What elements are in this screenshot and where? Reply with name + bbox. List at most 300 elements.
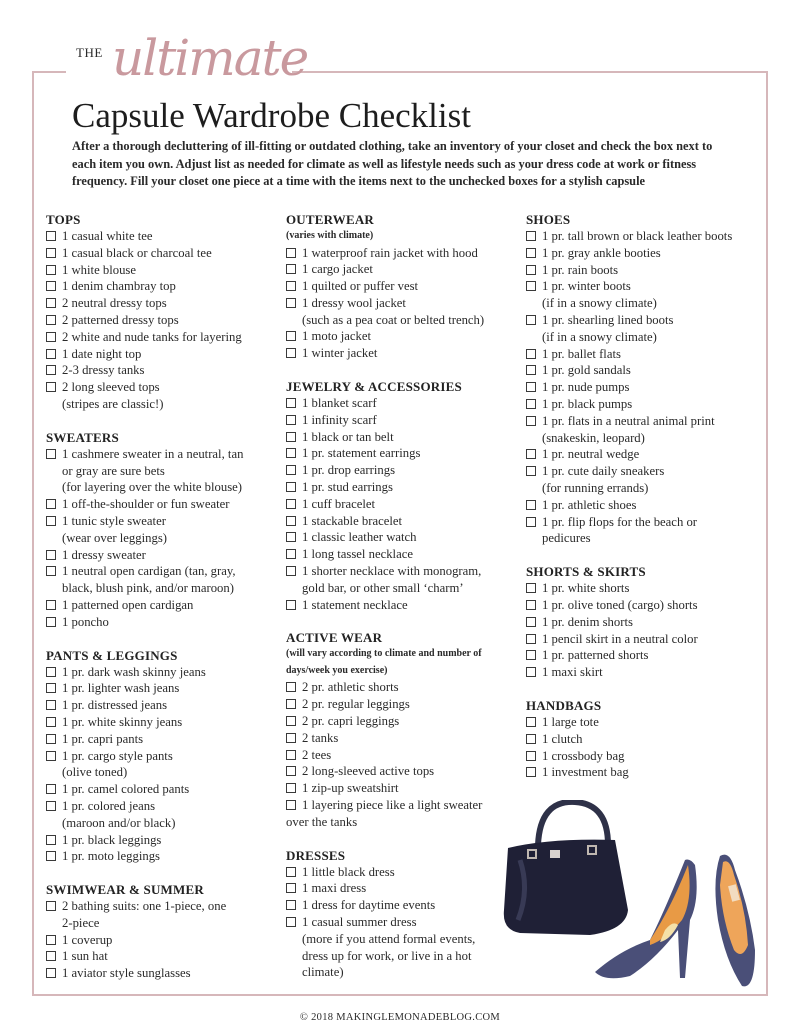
item-label: 1 infinity scarf <box>302 412 377 427</box>
checkbox[interactable] <box>286 432 296 442</box>
item-label: 2 neutral dressy tops <box>62 296 167 311</box>
item-label: 1 denim chambray top <box>62 279 176 294</box>
checklist-item <box>286 597 521 614</box>
checklist-item <box>526 396 761 413</box>
item-note: 2-piece <box>62 915 100 930</box>
item-label: 1 pr. rain boots <box>542 262 619 277</box>
checklist-item <box>526 664 761 681</box>
item-label: 1 patterned open cardigan <box>62 597 194 612</box>
item-label: 1 black or tan belt <box>302 429 394 444</box>
item-label: 1 blanket scarf <box>302 396 377 411</box>
checklist-item <box>526 731 761 748</box>
checkbox[interactable] <box>526 583 536 593</box>
checklist-item <box>286 278 521 295</box>
section-title: JEWELRY & ACCESSORIES <box>286 379 462 395</box>
item-label: 1 layering piece like a light sweater <box>302 798 483 813</box>
checklist-item <box>286 797 521 831</box>
checklist-item <box>526 580 761 597</box>
checkbox[interactable] <box>46 683 56 693</box>
item-label: 1 pr. stud earrings <box>302 480 393 495</box>
section-title: OUTERWEAR <box>286 212 375 227</box>
checkbox[interactable] <box>286 783 296 793</box>
section-title: TOPS <box>46 212 81 227</box>
checkbox[interactable] <box>46 801 56 811</box>
checklist-item <box>526 748 761 765</box>
checklist-item <box>526 597 761 614</box>
checklist-item <box>286 496 521 513</box>
column-3 <box>526 211 761 797</box>
checkbox[interactable] <box>526 466 536 476</box>
item-label: 2 white and nude tanks for layering <box>62 329 242 344</box>
item-label: 1 pr. gold sandals <box>542 363 631 378</box>
checkbox[interactable] <box>286 917 296 927</box>
checklist-item <box>46 848 281 865</box>
item-label: 1 pencil skirt in a neutral color <box>542 631 698 646</box>
item-note: climate) <box>302 965 344 980</box>
checklist-item <box>286 295 521 329</box>
checkbox[interactable] <box>526 634 536 644</box>
section-tops <box>46 211 281 413</box>
item-label: 1 pr. drop earrings <box>302 463 396 478</box>
checklist-item <box>286 328 521 345</box>
checkbox[interactable] <box>46 751 56 761</box>
section-title: DRESSES <box>286 847 346 863</box>
checklist-item <box>526 446 761 463</box>
item-label: 1 stackable bracelet <box>302 513 403 528</box>
checkbox[interactable] <box>46 365 56 375</box>
checkbox[interactable] <box>46 298 56 308</box>
item-label: 1 statement necklace <box>302 597 408 612</box>
checkbox[interactable] <box>286 699 296 709</box>
checklist-item <box>526 346 761 363</box>
section-pants-leggings <box>46 647 281 866</box>
item-label: 1 pr. statement earrings <box>302 446 421 461</box>
checklist-item <box>46 597 281 614</box>
checklist-item <box>526 278 761 312</box>
checkbox[interactable] <box>526 617 536 627</box>
item-label: 1 pr. moto leggings <box>62 849 160 864</box>
item-label: 1 moto jacket <box>302 329 372 344</box>
item-note: pedicures <box>542 531 591 546</box>
checklist-item <box>46 932 281 949</box>
item-note: over the tanks <box>286 814 358 829</box>
item-note: dress up for work, or live in a hot <box>302 948 472 963</box>
item-label: 1 pr. nude pumps <box>542 380 630 395</box>
checklist-item <box>46 278 281 295</box>
checkbox[interactable] <box>46 734 56 744</box>
checkbox[interactable] <box>526 667 536 677</box>
item-label: 2-3 dressy tanks <box>62 363 145 378</box>
item-note: (if in a snowy climate) <box>542 296 657 311</box>
checklist-item <box>46 295 281 312</box>
column-1 <box>46 211 281 998</box>
checkbox[interactable] <box>286 482 296 492</box>
checklist-item <box>46 547 281 564</box>
item-label: 1 pr. dark wash skinny jeans <box>62 664 206 679</box>
checklist-item <box>46 228 281 245</box>
checklist-item <box>286 462 521 479</box>
checkbox[interactable] <box>46 951 56 961</box>
checkbox[interactable] <box>526 349 536 359</box>
item-label: 1 pr. ballet flats <box>542 346 621 361</box>
item-label: 2 pr. capri leggings <box>302 714 400 729</box>
checkbox[interactable] <box>526 767 536 777</box>
section-sweaters <box>46 429 281 631</box>
section-jewelry-accessories <box>286 378 521 613</box>
checklist-item <box>286 880 521 897</box>
checklist-item <box>46 898 281 932</box>
checklist-item <box>46 496 281 513</box>
checkbox[interactable] <box>46 835 56 845</box>
checklist-item <box>286 897 521 914</box>
item-label: 2 patterned dressy tops <box>62 312 179 327</box>
checkbox[interactable] <box>46 717 56 727</box>
item-label: 1 pr. gray ankle booties <box>542 245 661 260</box>
checkbox[interactable] <box>526 500 536 510</box>
checkbox[interactable] <box>286 750 296 760</box>
checkbox[interactable] <box>526 265 536 275</box>
checklist-item <box>526 764 761 781</box>
section-dresses <box>286 847 521 982</box>
handbag-and-heels-icon <box>490 800 790 995</box>
item-label: 1 crossbody bag <box>542 748 625 763</box>
high-heel-icon <box>715 855 755 987</box>
checkbox[interactable] <box>286 532 296 542</box>
checkbox[interactable] <box>286 448 296 458</box>
checklist-item <box>286 412 521 429</box>
checkbox[interactable] <box>286 465 296 475</box>
item-label: 1 waterproof rain jacket with hood <box>302 245 478 260</box>
checklist-item <box>286 479 521 496</box>
checkbox[interactable] <box>46 667 56 677</box>
checkbox[interactable] <box>46 231 56 241</box>
checklist-item <box>526 362 761 379</box>
item-label: 1 pr. athletic shoes <box>542 497 637 512</box>
checklist-item <box>46 714 281 731</box>
checklist-item <box>46 262 281 279</box>
checklist-item <box>286 747 521 764</box>
section-title: PANTS & LEGGINGS <box>46 647 178 663</box>
checkbox[interactable] <box>526 315 536 325</box>
item-label: 1 sun hat <box>62 949 108 964</box>
item-label: 1 pr. capri pants <box>62 731 144 746</box>
item-note: (for running errands) <box>542 480 649 495</box>
checklist-item <box>286 780 521 797</box>
item-label: 2 pr. athletic shorts <box>302 680 399 695</box>
checkbox[interactable] <box>46 566 56 576</box>
item-note: (olive toned) <box>62 765 128 780</box>
checkbox[interactable] <box>286 800 296 810</box>
checkbox[interactable] <box>46 349 56 359</box>
checkbox[interactable] <box>286 766 296 776</box>
checklist-item <box>286 730 521 747</box>
checkbox[interactable] <box>286 900 296 910</box>
item-label: 1 cashmere sweater in a neutral, tan <box>62 446 244 461</box>
item-label: 1 dress for daytime events <box>302 898 436 913</box>
column-2 <box>286 211 521 997</box>
item-label: 1 pr. colored jeans <box>62 798 156 813</box>
checkbox[interactable] <box>46 516 56 526</box>
checklist-item <box>46 563 281 597</box>
item-label: 1 pr. tall brown or black leather boots <box>542 229 733 243</box>
checkbox[interactable] <box>526 751 536 761</box>
item-note: black, blush pink, and/or maroon) <box>62 581 234 596</box>
checklist-item <box>286 345 521 362</box>
checkbox[interactable] <box>286 415 296 425</box>
checkbox[interactable] <box>526 248 536 258</box>
checklist-item <box>46 664 281 681</box>
checkbox[interactable] <box>526 382 536 392</box>
checkbox[interactable] <box>46 550 56 560</box>
item-note: (for layering over the white blouse) <box>62 480 243 495</box>
checkbox[interactable] <box>46 617 56 627</box>
checkbox[interactable] <box>286 348 296 358</box>
checklist-item <box>286 546 521 563</box>
item-note: or gray are sure bets <box>62 463 165 478</box>
checkbox[interactable] <box>286 264 296 274</box>
checklist-item <box>46 680 281 697</box>
item-label: 1 casual white tee <box>62 229 153 243</box>
checkbox[interactable] <box>526 717 536 727</box>
checkbox[interactable] <box>526 365 536 375</box>
item-label: 1 pr. shearling lined boots <box>542 312 674 327</box>
checklist-item <box>286 429 521 446</box>
checkbox[interactable] <box>526 281 536 291</box>
checklist-item <box>46 513 281 547</box>
checkbox[interactable] <box>286 398 296 408</box>
checklist-item <box>286 679 521 696</box>
item-note: gold bar, or other small ‘charm’ <box>302 580 464 595</box>
checkbox[interactable] <box>286 566 296 576</box>
item-note: (snakeskin, leopard) <box>542 430 645 445</box>
checklist-item <box>286 864 521 881</box>
section-title: SHOES <box>526 212 571 227</box>
checkbox[interactable] <box>286 298 296 308</box>
checklist-item <box>46 379 281 413</box>
section-outerwear <box>286 211 521 362</box>
item-label: 2 long-sleeved active tops <box>302 764 435 779</box>
title-the: THE <box>76 45 103 60</box>
item-label: 1 casual black or charcoal tee <box>62 245 212 260</box>
item-label: 1 aviator style sunglasses <box>62 966 191 981</box>
checklist-item <box>286 261 521 278</box>
item-label: 1 maxi dress <box>302 881 367 896</box>
checklist-item <box>526 245 761 262</box>
item-note: (such as a pea coat or belted trench) <box>302 312 485 327</box>
checklist-item <box>526 497 761 514</box>
checkbox[interactable] <box>46 248 56 258</box>
item-label: 1 pr. denim shorts <box>542 614 633 629</box>
item-label: 1 cuff bracelet <box>302 496 376 511</box>
item-label: 1 investment bag <box>542 765 629 780</box>
checkbox[interactable] <box>526 416 536 426</box>
checklist-item <box>46 245 281 262</box>
checklist-item <box>526 714 761 731</box>
section-handbags <box>526 697 761 781</box>
item-label: 1 clutch <box>542 731 583 746</box>
item-label: 1 dressy sweater <box>62 547 146 562</box>
item-label: 1 shorter necklace with monogram, <box>302 564 482 579</box>
footer-copyright: © 2018 MAKINGLEMONADEBLOG.COM <box>299 1012 501 1023</box>
checkbox[interactable] <box>526 734 536 744</box>
section-swimwear-summer <box>46 881 281 982</box>
item-label: 1 pr. white skinny jeans <box>62 714 183 729</box>
checklist-item <box>286 513 521 530</box>
item-label: 1 pr. camel colored pants <box>62 782 190 797</box>
checkbox[interactable] <box>286 600 296 610</box>
section-title: ACTIVE WEAR <box>286 630 383 646</box>
item-note: (more if you attend formal events, <box>302 931 476 946</box>
checkbox[interactable] <box>46 499 56 509</box>
item-label: 1 pr. distressed jeans <box>62 698 168 713</box>
checkbox[interactable] <box>286 867 296 877</box>
checklist-item <box>46 798 281 832</box>
item-note: (maroon and/or black) <box>62 815 176 830</box>
item-label: 1 dressy wool jacket <box>302 295 406 310</box>
item-label: 1 pr. flats in a neutral animal print <box>542 413 715 428</box>
item-label: 2 tanks <box>302 730 339 745</box>
checklist-item <box>46 329 281 346</box>
checklist-item <box>46 748 281 782</box>
checklist-item <box>46 614 281 631</box>
item-label: 1 casual summer dress <box>302 915 417 929</box>
checklist-item <box>46 446 281 496</box>
item-note: (if in a snowy climate) <box>542 329 657 344</box>
checkbox[interactable] <box>526 650 536 660</box>
item-label: 1 tunic style sweater <box>62 513 166 528</box>
checkbox[interactable] <box>46 784 56 794</box>
title-ultimate: ultimate <box>112 29 308 87</box>
checkbox[interactable] <box>46 901 56 911</box>
checklist-item <box>46 697 281 714</box>
item-label: 2 bathing suits: one 1-piece, one <box>62 899 227 914</box>
checkbox[interactable] <box>286 499 296 509</box>
item-label: 1 maxi skirt <box>542 665 603 680</box>
checkbox[interactable] <box>46 851 56 861</box>
checklist-item <box>526 647 761 664</box>
checkbox[interactable] <box>46 315 56 325</box>
section-title: SHORTS & SKIRTS <box>526 564 646 580</box>
section-shorts-skirts <box>526 563 761 681</box>
item-label: 1 pr. neutral wedge <box>542 447 640 462</box>
item-label: 1 pr. flip flops for the beach or <box>542 514 698 529</box>
item-label: 1 coverup <box>62 932 113 947</box>
checkbox[interactable] <box>46 382 56 392</box>
item-label: 1 pr. black pumps <box>542 396 633 411</box>
checkbox[interactable] <box>46 700 56 710</box>
item-label: 1 cargo jacket <box>302 262 373 277</box>
checklist-item <box>526 413 761 447</box>
checkbox[interactable] <box>46 600 56 610</box>
section-title: HANDBAGS <box>526 697 602 713</box>
item-label: 1 pr. patterned shorts <box>542 648 649 663</box>
item-label: 2 pr. regular leggings <box>302 697 410 712</box>
checklist-item <box>526 262 761 279</box>
checkbox[interactable] <box>46 265 56 275</box>
checkbox[interactable] <box>526 399 536 409</box>
item-label: 1 little black dress <box>302 864 395 879</box>
checklist-item <box>46 965 281 982</box>
checkbox[interactable] <box>286 733 296 743</box>
checkbox[interactable] <box>286 883 296 893</box>
checklist-item <box>286 696 521 713</box>
item-label: 1 white blouse <box>62 262 137 277</box>
item-label: 1 long tassel necklace <box>302 547 413 562</box>
section-title: SWEATERS <box>46 429 119 445</box>
checkbox[interactable] <box>526 449 536 459</box>
checklist-item <box>526 379 761 396</box>
item-label: 1 pr. cute daily sneakers <box>542 464 665 479</box>
checklist-item <box>286 563 521 597</box>
checkbox[interactable] <box>46 332 56 342</box>
checklist-item <box>526 463 761 497</box>
checkbox[interactable] <box>46 935 56 945</box>
item-label: 1 large tote <box>542 714 599 729</box>
checkbox[interactable] <box>286 716 296 726</box>
checklist-item <box>526 614 761 631</box>
section-shoes <box>526 211 761 547</box>
checklist-item <box>46 731 281 748</box>
section-subtitle: (varies with climate) <box>286 230 374 241</box>
checkbox[interactable] <box>286 516 296 526</box>
checklist-item <box>286 914 521 981</box>
checkbox[interactable] <box>526 600 536 610</box>
item-note: (wear over leggings) <box>62 530 167 545</box>
checkbox[interactable] <box>526 231 536 241</box>
checklist-item <box>286 395 521 412</box>
checklist-item <box>526 631 761 648</box>
item-label: 1 classic leather watch <box>302 530 417 545</box>
intro-paragraph: After a thorough decluttering of ill-fitting or outdated clothing, take an inventory of your closet and check the box next to each item you own. Adjust list as needed for climate as well as lifestyle needs such as your dress code at work or fitness frequency. Fill your closet one piece at a time with the items next to the unchecked boxes for a stylish capsule <box>72 139 713 188</box>
checklist-item <box>286 245 521 262</box>
checklist-item <box>46 312 281 329</box>
checkbox[interactable] <box>286 549 296 559</box>
checklist-item <box>526 312 761 346</box>
checkbox[interactable] <box>46 281 56 291</box>
checkbox[interactable] <box>526 517 536 527</box>
checkbox[interactable] <box>286 331 296 341</box>
checkbox[interactable] <box>286 682 296 692</box>
section-title: SWIMWEAR & SUMMER <box>46 882 204 898</box>
checklist-item <box>526 514 761 548</box>
checklist-item <box>286 445 521 462</box>
checkbox[interactable] <box>46 968 56 978</box>
checkbox[interactable] <box>46 449 56 459</box>
checklist-item <box>46 362 281 379</box>
item-label: 1 date night top <box>62 346 142 361</box>
item-label: 2 long sleeved tops <box>62 380 160 395</box>
item-note: (stripes are classic!) <box>62 396 164 411</box>
checklist-item <box>46 832 281 849</box>
handbag-icon <box>504 802 628 935</box>
item-label: 1 off-the-shoulder or fun sweater <box>62 497 230 512</box>
item-label: 1 neutral open cardigan (tan, gray, <box>62 564 236 579</box>
checkbox[interactable] <box>286 248 296 258</box>
section-subtitle: (will vary according to climate and number of days/week you exercise) <box>286 648 482 676</box>
item-label: 2 tees <box>302 747 332 762</box>
item-label: 1 pr. white shorts <box>542 581 630 596</box>
checklist-item <box>286 713 521 730</box>
item-label: 1 pr. lighter wash jeans <box>62 681 180 696</box>
checklist-item <box>286 529 521 546</box>
page-title: Capsule Wardrobe Checklist <box>72 96 471 135</box>
item-label: 1 quilted or puffer vest <box>302 279 419 294</box>
checkbox[interactable] <box>286 281 296 291</box>
checklist-item <box>526 228 761 245</box>
item-label: 1 pr. olive toned (cargo) shorts <box>542 597 698 612</box>
item-label: 1 pr. winter boots <box>542 279 631 294</box>
checklist-item <box>46 781 281 798</box>
